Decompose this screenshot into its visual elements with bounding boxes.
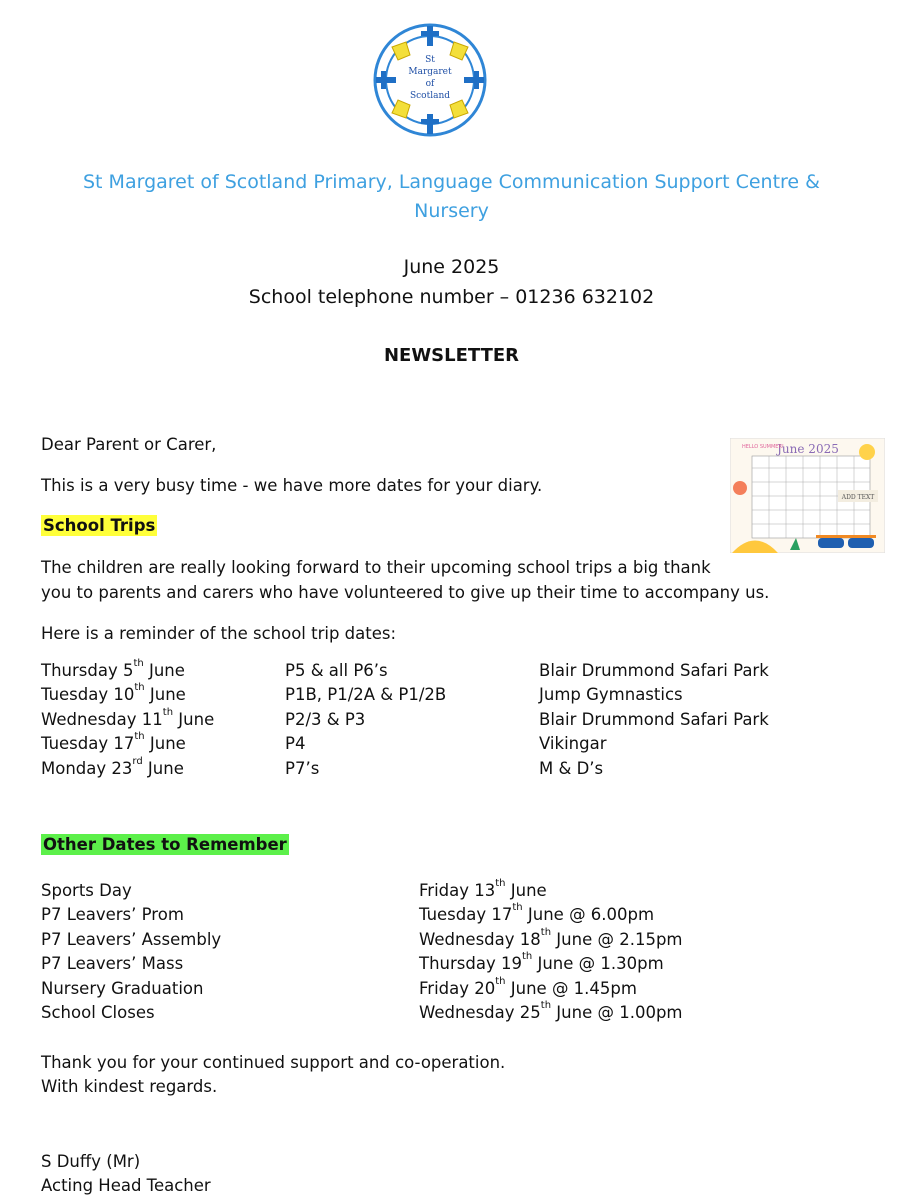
thanks-text: Thank you for your continued support and co-operation.: [41, 1053, 506, 1072]
event-time: June @ 2.15pm: [551, 929, 683, 949]
trip-date: [41, 731, 186, 754]
trip-row: [41, 706, 881, 734]
trip-date: [41, 706, 215, 729]
event-date: [419, 951, 664, 974]
trip-day-suffix: th: [133, 658, 144, 669]
event-time: June: [505, 881, 547, 900]
trip-class: P1B, P1/2A & P1/2B: [285, 685, 447, 705]
other-date-row: [41, 975, 881, 1003]
event-name: School Closes: [41, 1003, 155, 1022]
other-dates-heading: Other Dates to Remember: [43, 835, 287, 854]
trip-place: Blair Drummond Safari Park: [539, 661, 769, 680]
event-date: [419, 975, 637, 998]
event-day-suffix: th: [540, 1000, 552, 1011]
event-time: June @ 1.00pm: [551, 1003, 683, 1022]
logo-text-3: of: [425, 79, 435, 89]
event-name: Sports Day: [41, 881, 132, 900]
other-date-row: [41, 902, 881, 929]
other-date-row: [41, 1000, 881, 1027]
event-day: Friday 13: [419, 881, 496, 900]
trip-row: [41, 731, 881, 758]
trip-class: P5 & all P6’s: [285, 661, 388, 680]
calendar-title: June 2025: [777, 442, 839, 456]
school-phone: School telephone number – 01236 632102: [248, 286, 655, 308]
trip-class: P2/3 & P3: [285, 709, 366, 729]
event-date: [419, 926, 683, 949]
other-date-row: [41, 951, 881, 978]
school-trips-heading: School Trips: [43, 516, 156, 535]
school-logo: [372, 22, 488, 138]
trip-place: Jump Gymnastics: [539, 685, 683, 705]
trip-month: June: [144, 685, 186, 705]
calendar-image: [730, 438, 885, 553]
regards-text: With kindest regards.: [41, 1077, 218, 1096]
event-day-suffix: th: [512, 902, 523, 914]
event-time: June @ 6.00pm: [522, 905, 655, 925]
trip-class: P7’s: [285, 758, 320, 778]
newsletter-title: NEWSLETTER: [383, 345, 520, 366]
trip-date: [41, 658, 185, 680]
event-day: Tuesday 17: [419, 905, 513, 925]
event-day-suffix: th: [521, 951, 533, 963]
trip-day: Thursday 5: [41, 661, 134, 680]
trips-para-line1: The children are really looking forward to their upcoming school trips a big thank: [41, 558, 711, 577]
trip-row: [41, 755, 881, 783]
trip-day-suffix: th: [162, 706, 174, 718]
trip-day: Tuesday 17: [41, 734, 135, 754]
calendar-badge: HELLO SUMMER!: [742, 444, 784, 450]
trip-month: June: [173, 709, 215, 729]
event-name: Nursery Graduation: [41, 978, 204, 998]
event-day-suffix: th: [495, 975, 506, 987]
calendar-add-text: ADD TEXT: [841, 494, 875, 501]
trip-month: June: [144, 734, 186, 754]
event-time: June @ 1.45pm: [505, 978, 637, 998]
other-date-row: [41, 878, 881, 905]
event-day: Wednesday 18: [419, 929, 541, 949]
busy-text: This is a very busy time - we have more dates for your diary.: [41, 476, 543, 495]
event-date: [419, 902, 655, 925]
greeting: Dear Parent or Carer,: [41, 435, 217, 454]
signature-name: S Duffy (Mr): [41, 1152, 141, 1171]
event-day: Wednesday 25: [419, 1003, 541, 1022]
trip-day: Monday 23: [41, 758, 133, 778]
event-name: P7 Leavers’ Mass: [41, 954, 184, 974]
logo-text-2: Margaret: [408, 67, 452, 77]
trip-place: Blair Drummond Safari Park: [539, 709, 769, 729]
trips-para-line2: you to parents and carers who have volunteered to give up their time to accompany us.: [41, 583, 770, 602]
event-date: [419, 1000, 683, 1022]
logo-text-1: St: [425, 55, 435, 65]
trip-place: M & D’s: [539, 758, 604, 778]
trip-place: Vikingar: [539, 734, 607, 754]
logo-text-4: Scotland: [409, 91, 451, 101]
trip-date: [41, 755, 184, 778]
event-date: [419, 878, 547, 900]
trip-day-suffix: th: [134, 731, 145, 743]
trip-date: [41, 682, 186, 705]
trip-row: [41, 682, 881, 709]
event-day: Friday 20: [419, 978, 496, 998]
newsletter-month: June 2025: [403, 256, 500, 278]
trip-day-suffix: th: [134, 682, 145, 694]
event-time: June @ 1.30pm: [532, 954, 664, 974]
trip-day: Wednesday 11: [41, 709, 163, 729]
event-day: Thursday 19: [419, 954, 522, 974]
event-name: P7 Leavers’ Assembly: [41, 929, 222, 949]
trip-month: June: [143, 661, 185, 680]
signature-role: Acting Head Teacher: [41, 1176, 211, 1195]
other-date-row: [41, 926, 881, 954]
event-day-suffix: th: [540, 926, 552, 938]
trips-reminder: Here is a reminder of the school trip dates:: [41, 624, 397, 643]
trip-row: [41, 658, 881, 685]
school-name: St Margaret of Scotland Primary, Language Communication Support Centre & Nursery: [83, 171, 820, 222]
trip-class: P4: [285, 734, 306, 754]
event-day-suffix: th: [495, 878, 506, 889]
trip-month: June: [142, 758, 184, 778]
event-name: P7 Leavers’ Prom: [41, 905, 184, 925]
trip-day: Tuesday 10: [41, 685, 135, 705]
trip-day-suffix: rd: [132, 755, 143, 767]
